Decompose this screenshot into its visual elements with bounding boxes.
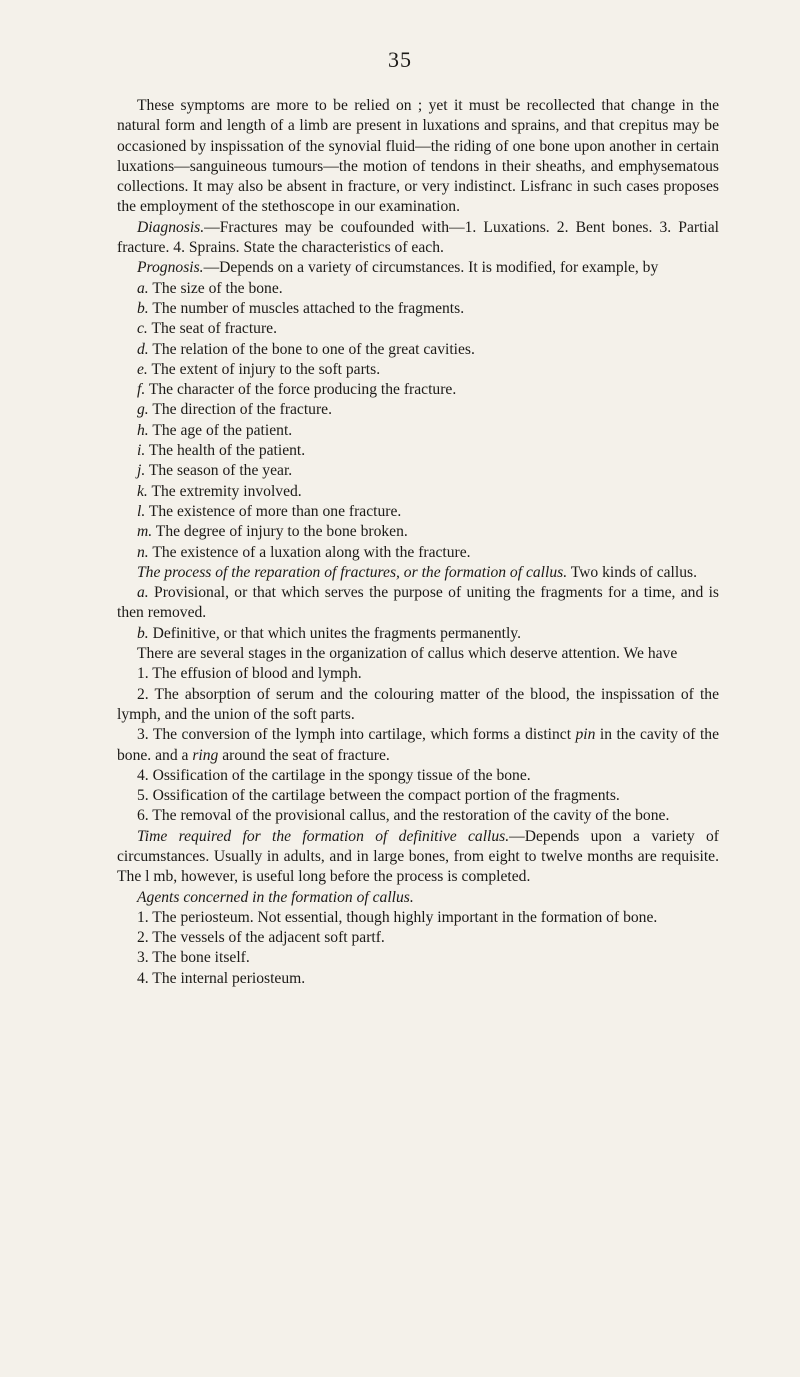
list-text: The relation of the bone to one of the great cavities. [148, 340, 475, 358]
list-letter: a. [137, 584, 149, 602]
list-item [117, 319, 719, 339]
list-letter: e. [137, 360, 148, 378]
list-text: The seat of fracture. [147, 320, 277, 338]
list-item [117, 441, 719, 461]
list-letter: j. [137, 462, 146, 480]
time-required-heading: Time required for the formation of definitive callus. [137, 827, 510, 845]
ring-term: ring [192, 746, 219, 764]
prognosis-list [117, 279, 719, 563]
reparation-paragraph [117, 563, 719, 583]
list-item [117, 502, 719, 522]
agent-item: 1. The periosteum. Not essential, though highly important in the formation of bone. [137, 908, 658, 926]
list-item [117, 400, 719, 420]
diagnosis-heading: Diagnosis. [137, 218, 205, 236]
stage-item: 2. The absorption of serum and the colouring matter of the blood, the inspissation of the lymph, and the union of the soft parts. [117, 685, 719, 723]
time-required-paragraph [117, 827, 719, 888]
list-text: Provisional, or that which serves the purpose of uniting the fragments for a time, and is then removed. [117, 584, 719, 622]
list-letter: d. [137, 340, 149, 358]
list-item [117, 482, 719, 502]
list-letter: b. [137, 299, 149, 317]
callus-kind [117, 583, 719, 624]
stages-intro: There are several stages in the organization of callus which deserve attention. We have [137, 645, 678, 663]
list-text: The extremity involved. [147, 482, 302, 500]
list-letter: m. [137, 523, 153, 541]
list-text: The age of the patient. [148, 421, 293, 439]
list-text: The character of the force producing the fracture. [145, 381, 457, 399]
list-item [117, 279, 719, 299]
list-item [117, 380, 719, 400]
stage-item [117, 725, 719, 766]
list-item [117, 299, 719, 319]
agent-item: 4. The internal periosteum. [137, 969, 306, 987]
list-item [117, 421, 719, 441]
list-letter: a. [137, 279, 149, 297]
prognosis-text: —Depends on a variety of circumstances. It is modified, for example, by [203, 259, 659, 277]
page-number: 35 [388, 47, 412, 72]
list-text: The season of the year. [145, 462, 293, 480]
list-text: The extent of injury to the soft parts. [147, 360, 381, 378]
stage-item: 4. Ossification of the cartilage in the spongy tissue of the bone. [137, 766, 531, 784]
agent-item: 3. The bone itself. [137, 949, 250, 967]
list-text: The size of the bone. [148, 279, 283, 297]
pin-term: pin [575, 726, 596, 744]
list-letter: f. [137, 381, 146, 399]
prognosis-heading: Prognosis. [137, 259, 204, 277]
list-letter: n. [137, 543, 149, 561]
reparation-text: Two kinds of callus. [567, 563, 697, 581]
list-item [117, 543, 719, 563]
list-text: The existence of a luxation along with the fracture. [148, 543, 471, 561]
list-letter: k. [137, 482, 148, 500]
list-item [117, 360, 719, 380]
stage-item: 1. The effusion of blood and lymph. [137, 665, 362, 683]
list-text: The degree of injury to the bone broken. [152, 523, 408, 541]
list-letter: l. [137, 502, 146, 520]
list-item [117, 340, 719, 360]
stage-text: 3. The conversion of the lymph into cartilage, which forms a distinct [137, 726, 576, 744]
time-required-text: —Depends upon a variety of circumstances. Usually in adults, and in large bones, from eight to twelve months are requisite. The l mb, however, is useful long before the process is completed. [117, 827, 719, 886]
callus-kind [117, 624, 719, 644]
list-text: The number of muscles attached to the fragments. [148, 299, 465, 317]
list-letter: c. [137, 320, 148, 338]
list-text: The existence of more than one fracture. [145, 502, 402, 520]
page-body [117, 96, 719, 989]
diagnosis-text: —Fractures may be coufounded with—1. Luxations. 2. Bent bones. 3. Partial fracture. 4. Sprains. State the characteristics of each. [117, 218, 719, 257]
stage-text: in the cavity of the bone. and a [117, 726, 719, 764]
list-item [117, 461, 719, 481]
stage-text: around the seat of fracture. [218, 746, 390, 764]
stage-item: 6. The removal of the provisional callus, and the restoration of the cavity of the bone. [137, 807, 670, 825]
reparation-heading: The process of the reparation of fractures, or the formation of callus. [137, 563, 568, 581]
prognosis-paragraph [117, 258, 719, 278]
list-letter: h. [137, 421, 149, 439]
list-text: The health of the patient. [145, 442, 306, 460]
list-item [117, 522, 719, 542]
list-text: Definitive, or that which unites the fragments permanently. [148, 624, 521, 642]
agents-heading-paragraph [117, 888, 719, 908]
stage-item: 5. Ossification of the cartilage between the compact portion of the fragments. [137, 787, 620, 805]
list-letter: g. [137, 401, 149, 419]
list-text: The direction of the fracture. [148, 401, 332, 419]
intro-paragraph: These symptoms are more to be relied on ; yet it must be recollected that change in the natural form and length of a limb are present in luxations and sprains, and that crepitus may be occasioned by inspissation of the synovial fluid—the riding of one bone upon another in certain luxations—sanguineous tumours—the motion of tendons in their sheaths, and emphysematous collections. It may also be absent in fracture, or very indistinct. Lisfranc in such cases proposes the employment of the stethoscope in our examination. [117, 97, 719, 216]
diagnosis-paragraph [117, 218, 719, 259]
list-letter: b. [137, 624, 149, 642]
list-letter: i. [137, 442, 146, 460]
agents-heading: Agents concerned in the formation of callus. [137, 888, 414, 906]
agent-item: 2. The vessels of the adjacent soft partf. [137, 929, 385, 947]
